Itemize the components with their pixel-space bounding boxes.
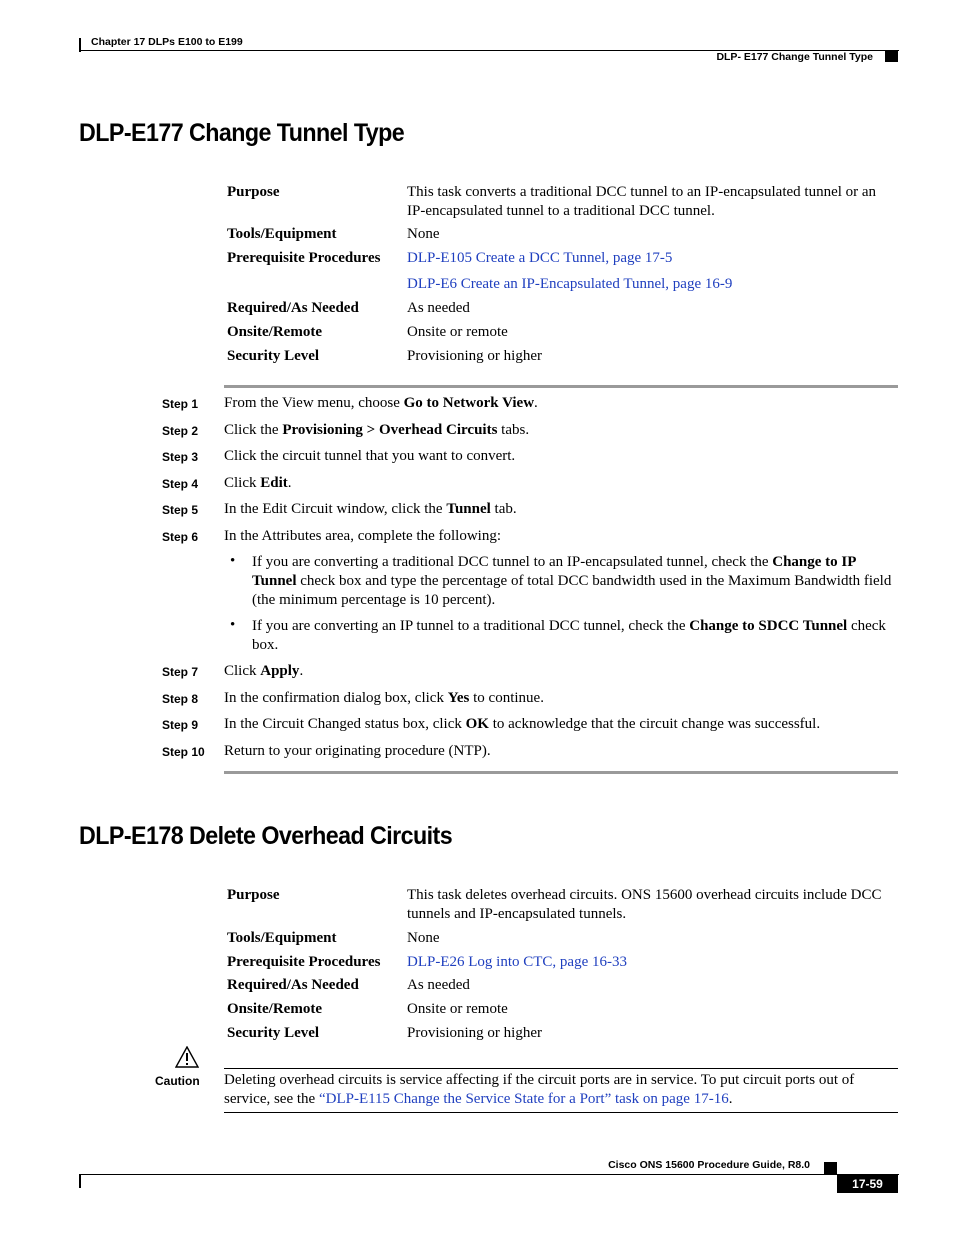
bullet-text-plain: check box. [252, 618, 886, 653]
step-text [224, 662, 899, 681]
warning-triangle-icon [175, 1046, 199, 1068]
step-label: Step 2 [162, 424, 199, 438]
step-label: Step 1 [162, 397, 199, 411]
task-info-table [227, 886, 899, 1046]
bullet-text [252, 617, 899, 655]
footer-black-block [824, 1162, 837, 1174]
footer-guide-title: Cisco ONS 15600 Procedure Guide, R8.0 [608, 1159, 810, 1171]
header-black-block [885, 51, 898, 62]
security-value: Provisioning or higher [407, 1025, 542, 1041]
caution-label: Caution [155, 1074, 200, 1088]
step-text-plain: In the Edit Circuit window, click the [224, 501, 447, 517]
step-label: Step 6 [162, 530, 199, 544]
step-text-bold: Edit [260, 475, 288, 491]
step-text-bold: Tunnel [446, 501, 491, 517]
tools-value: None [407, 226, 440, 242]
step-text-plain: From the View menu, choose [224, 395, 404, 411]
onsite-value: Onsite or remote [407, 324, 508, 340]
header-section: DLP- E177 Change Tunnel Type [716, 51, 873, 63]
step-text-bold: OK [465, 716, 489, 732]
step-label: Step 3 [162, 450, 199, 464]
step-text [224, 689, 899, 708]
step-text-plain: In the Attributes area, complete the following: [224, 528, 502, 544]
footer-left-bar [79, 1174, 81, 1188]
step-text-plain: to acknowledge that the circuit change was successful. [488, 716, 821, 732]
step-label: Step 10 [162, 745, 205, 759]
caution-link[interactable]: “DLP-E115 Change the Service State for a Port” task on page 17-16 [318, 1091, 729, 1107]
step-text-plain: . [299, 663, 304, 679]
step-text [224, 500, 899, 519]
step-label: Step 4 [162, 477, 199, 491]
step-text-plain: Click the [224, 422, 283, 438]
prereq-link[interactable]: DLP-E26 Log into CTC, page 16-33 [407, 954, 627, 970]
step-text-plain: tabs. [497, 422, 530, 438]
caution-text-plain: Deleting overhead circuits is service affecting if the circuit ports are in service. To put circuit ports out of service, see the [224, 1072, 855, 1107]
procedure-bottom-rule [224, 771, 898, 774]
step-text-plain: . [534, 395, 538, 411]
section-title: DLP-E178 Delete Overhead Circuits [79, 822, 453, 850]
bullet-text-plain: If you are converting an IP tunnel to a traditional DCC tunnel, check the [252, 618, 690, 634]
step-label: Step 8 [162, 692, 199, 706]
tools-label: Tools/Equipment [227, 226, 337, 242]
bullet-text-bold: Change to SDCC Tunnel [689, 618, 848, 634]
step-text [224, 394, 899, 413]
step-text-plain: . [287, 475, 292, 491]
required-value: As needed [407, 977, 470, 993]
caution-text [224, 1071, 896, 1109]
step-text-plain: Click [224, 663, 261, 679]
page-number [837, 1175, 898, 1193]
step-text [224, 742, 899, 761]
step-text-bold: Apply [260, 663, 300, 679]
prereq-link[interactable]: DLP-E105 Create a DCC Tunnel, page 17-5 [407, 250, 673, 266]
step-label: Step 5 [162, 503, 199, 517]
caution-top-rule [224, 1068, 898, 1069]
purpose-label: Purpose [227, 887, 280, 903]
step-text-plain: to continue. [469, 690, 544, 706]
footer-rule [79, 1174, 899, 1175]
step-text [224, 421, 899, 440]
bullet-text-plain: If you are converting a traditional DCC tunnel to an IP-encapsulated tunnel, check the [252, 554, 773, 570]
security-value: Provisioning or higher [407, 348, 542, 364]
step-text-bold: Go to Network View [403, 395, 535, 411]
step-text-bold: Yes [447, 690, 470, 706]
step-text [224, 715, 899, 734]
purpose-label: Purpose [227, 184, 280, 200]
page-number-text: 17-59 [852, 1177, 883, 1191]
caution-bottom-rule [224, 1112, 898, 1113]
required-label: Required/As Needed [227, 977, 359, 993]
tools-label: Tools/Equipment [227, 930, 337, 946]
procedure-top-rule [224, 385, 898, 388]
caution-text-plain: . [728, 1091, 733, 1107]
security-label: Security Level [227, 1025, 320, 1041]
prereq-label: Prerequisite Procedures [227, 954, 381, 970]
prereq-label: Prerequisite Procedures [227, 250, 381, 266]
step-text-bold: Provisioning > Overhead Circuits [282, 422, 498, 438]
purpose-value: This task converts a traditional DCC tunnel to an IP-encapsulated tunnel or an IP-encapsulated tunnel to a traditional DCC tunnel. [407, 184, 877, 219]
bullet-text-bold: Change to IP Tunnel [252, 554, 856, 589]
step-text [224, 527, 899, 546]
section-title: DLP-E177 Change Tunnel Type [79, 119, 405, 147]
bullet-text [252, 553, 899, 610]
step-text-plain: In the Circuit Changed status box, click [224, 716, 466, 732]
step-text-plain: In the confirmation dialog box, click [224, 690, 448, 706]
step-text-plain: Click [224, 475, 261, 491]
step-text [224, 474, 899, 493]
step-text [224, 447, 899, 466]
onsite-label: Onsite/Remote [227, 324, 322, 340]
header-chapter: Chapter 17 DLPs E100 to E199 [91, 36, 243, 48]
step-text-plain: tab. [490, 501, 517, 517]
prereq-link[interactable]: DLP-E6 Create an IP-Encapsulated Tunnel, page 16-9 [407, 276, 733, 292]
bullet-icon: • [230, 553, 236, 569]
onsite-label: Onsite/Remote [227, 1001, 322, 1017]
onsite-value: Onsite or remote [407, 1001, 508, 1017]
step-text-plain: Click the circuit tunnel that you want to convert. [224, 448, 516, 464]
required-label: Required/As Needed [227, 300, 359, 316]
security-label: Security Level [227, 348, 320, 364]
required-value: As needed [407, 300, 470, 316]
task-info-table [227, 183, 899, 373]
bullet-text-plain: check box and type the percentage of total DCC bandwidth used in the Maximum Bandwidth field (the minimum percentage is 10 percent). [252, 573, 892, 608]
step-text-plain: Return to your originating procedure (NTP). [224, 743, 491, 759]
bullet-icon: • [230, 617, 236, 633]
tools-value: None [407, 930, 440, 946]
step-label: Step 7 [162, 665, 199, 679]
step-label: Step 9 [162, 718, 199, 732]
purpose-value: This task deletes overhead circuits. ONS 15600 overhead circuits include DCC tunnels and IP-encapsulated tunnels. [407, 887, 882, 922]
